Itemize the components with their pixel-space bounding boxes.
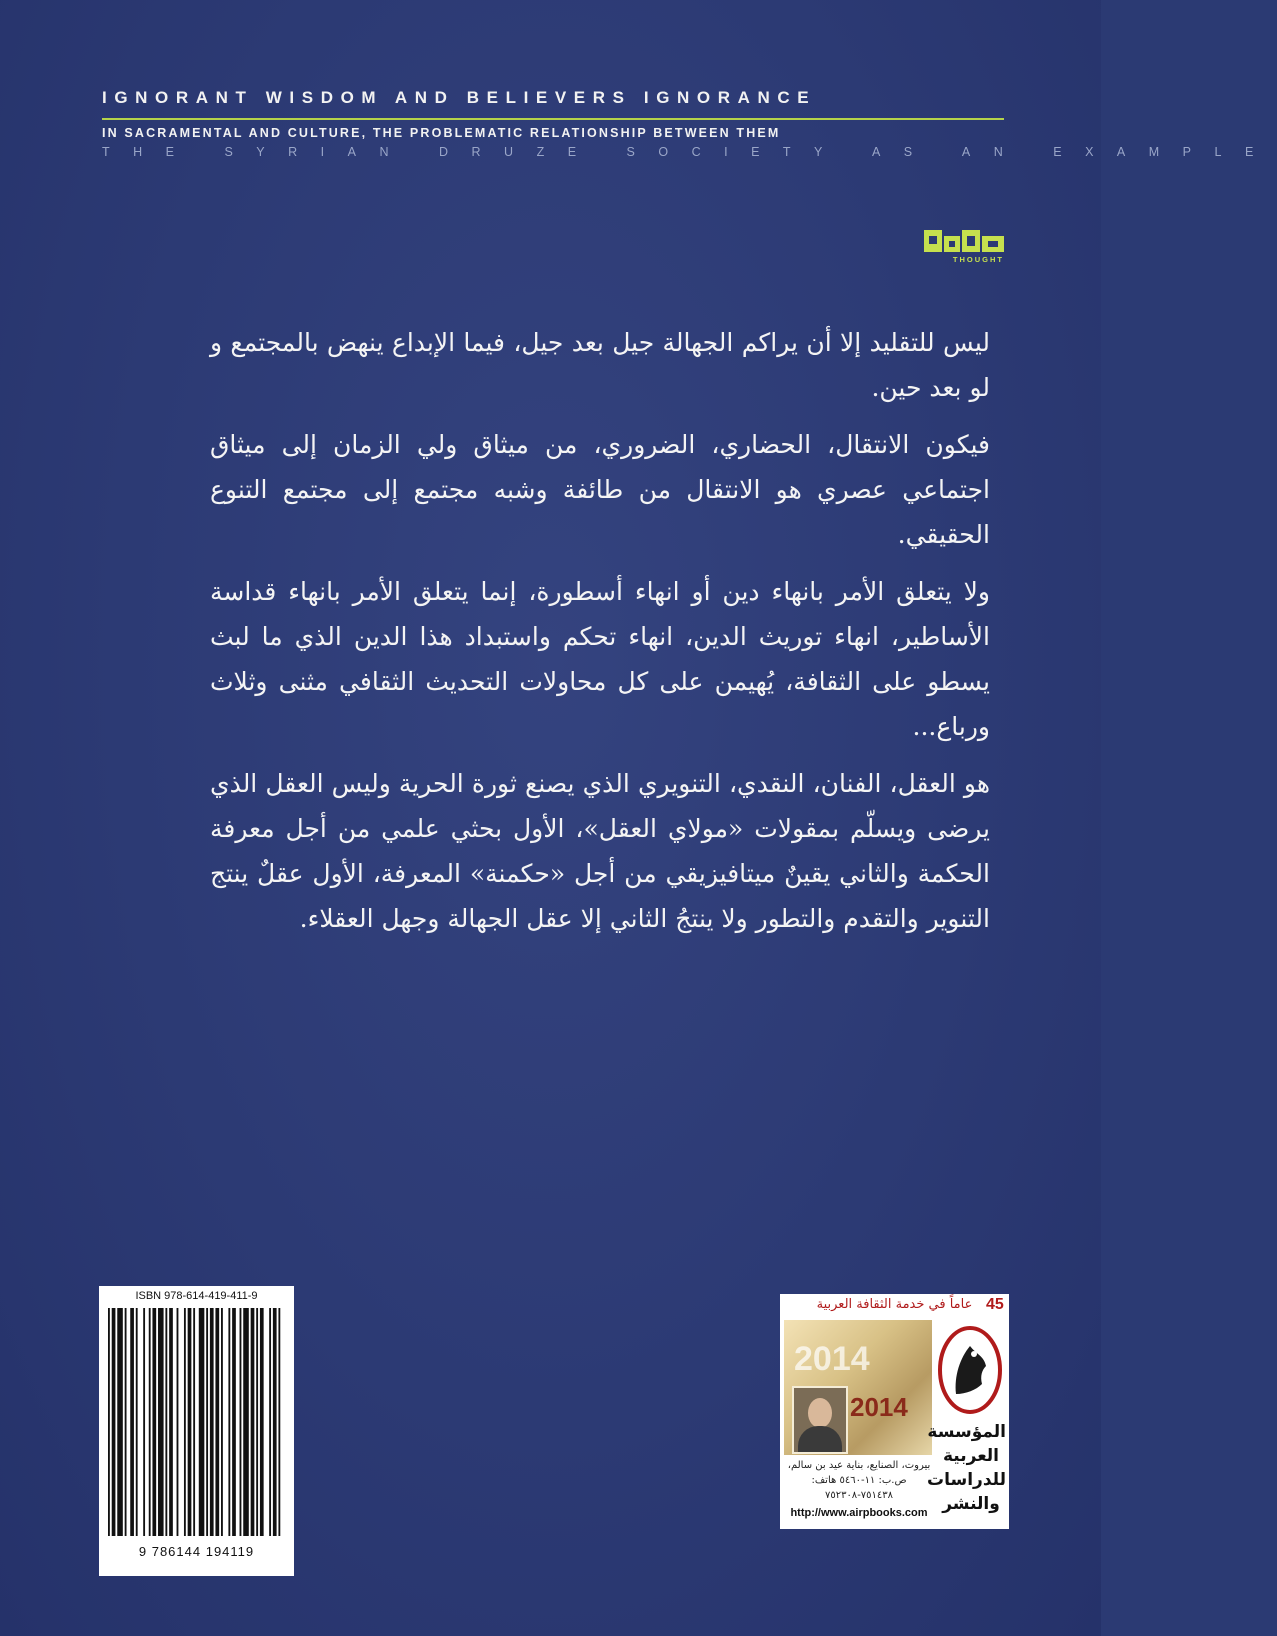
imprint-logo-word: THOUGHT [952, 255, 1004, 264]
barcode-bar [251, 1308, 255, 1536]
barcode-bar [149, 1308, 151, 1536]
english-title: IGNORANT WISDOM AND BELIEVERS IGNORANCE [102, 88, 817, 107]
barcode-bars [108, 1308, 284, 1536]
publisher-anniversary-number: 45 [986, 1296, 1004, 1313]
blurb [210, 320, 990, 953]
barcode-bar [210, 1308, 214, 1536]
barcode-bar [136, 1308, 138, 1536]
english-subtitle-line-2: THE SYRIAN DRUZE SOCIETY AS AN EXAMPLE [102, 145, 1277, 159]
barcode-bar [108, 1308, 110, 1536]
anniversary-year-stamp: 2014 [850, 1392, 908, 1422]
isbn-barcode [99, 1286, 294, 1576]
barcode-bar [260, 1308, 264, 1536]
barcode-bar [199, 1308, 205, 1536]
publisher-address: بيروت، الصنايع، بناية عيد بن سالم، ص.ب: ١١-٥٤٦٠ هاتف: ٧٥١٤٣٨-٧٥٢٣٠٨ [787, 1460, 931, 1501]
barcode-bar [112, 1308, 116, 1536]
barcode-bar [117, 1308, 123, 1536]
publisher-tagline: عاماً في خدمة الثقافة العربية [816, 1297, 973, 1312]
isbn-label: ISBN 978-614-419-411-9 [135, 1290, 258, 1302]
blurb-paragraph: فيكون الانتقال، الحضاري، الضروري، من ميثاق ولي الزمان إلى ميثاق اجتماعي عصري هو الانتقال من طائفة وشبه مجتمع إلى مجتمع التنوع الحقيقي. [210, 430, 990, 549]
barcode-bar [193, 1308, 195, 1536]
barcode-number: 9 786144 194119 [138, 1544, 255, 1559]
barcode-bar [152, 1308, 156, 1536]
barcode-bar [221, 1308, 223, 1536]
barcode-bar [278, 1308, 280, 1536]
barcode-bar [165, 1308, 167, 1536]
publisher-name: المؤسسة العربية للدراسات والنشر [927, 1422, 1006, 1514]
barcode-bar [215, 1308, 219, 1536]
blurb-paragraph: هو العقل، الفنان، النقدي، التنويري الذي يصنع ثورة الحرية وليس العقل الذي يرضى ويسلّم بمقولات «مولاي العقل»، الأول بحثي علمي من أجل معرفة الحكمة والثاني يقينٌ ميتافيزيقي من أجل «حكمنة» المعرفة، الأول عقلٌ ينتج التنوير والتقدم والتطور ولا ينتجُ الثاني إلا عقل الجهالة وجهل العقلاء. [210, 769, 990, 933]
title-divider [102, 118, 1004, 120]
barcode-bar [125, 1308, 127, 1536]
barcode-bar [206, 1308, 208, 1536]
barcode-bar [143, 1308, 145, 1536]
barcode-bar [228, 1308, 230, 1536]
blurb-paragraph: ولا يتعلق الأمر بانهاء دين أو انهاء أسطورة، إنما يتعلق الأمر بانهاء قداسة الأساطير، انهاء توريث الدين، انهاء تحكم واستبداد هذا الدين الذي ما لبث يسطو على الثقافة، يُهيمن على كل محاولات التحديث الثقافي مثنى وثلاث ورباع... [210, 577, 990, 741]
barcode-bar [269, 1308, 271, 1536]
barcode-bar [256, 1308, 258, 1536]
barcode-bar [243, 1308, 249, 1536]
barcode-bar [177, 1308, 179, 1536]
barcode-bar [232, 1308, 236, 1536]
founder-portrait [792, 1386, 848, 1454]
publisher-badge [780, 1294, 1009, 1529]
barcode-bar [188, 1308, 192, 1536]
barcode-bar [158, 1308, 164, 1536]
imprint-logo [924, 228, 1004, 268]
barcode-bar [130, 1308, 134, 1536]
barcode-bar [169, 1308, 173, 1536]
anniversary-year: 2014 [794, 1340, 870, 1378]
barcode-bar [273, 1308, 277, 1536]
publisher-anniversary-image [784, 1320, 932, 1455]
blurb-paragraph: ليس للتقليد إلا أن يراكم الجهالة جيل بعد جيل، فيما الإبداع ينهض بالمجتمع و لو بعد حين. [210, 328, 990, 402]
publisher-website: http://www.airpbooks.com [790, 1507, 928, 1519]
imprint-logo-icon [924, 228, 1004, 254]
barcode-bar [184, 1308, 186, 1536]
barcode-bar [240, 1308, 242, 1536]
english-subtitle-line-1: IN SACRAMENTAL AND CULTURE, THE PROBLEMATIC RELATIONSHIP BETWEEN THEM [102, 126, 781, 140]
publisher-emblem-icon [936, 1324, 1004, 1416]
